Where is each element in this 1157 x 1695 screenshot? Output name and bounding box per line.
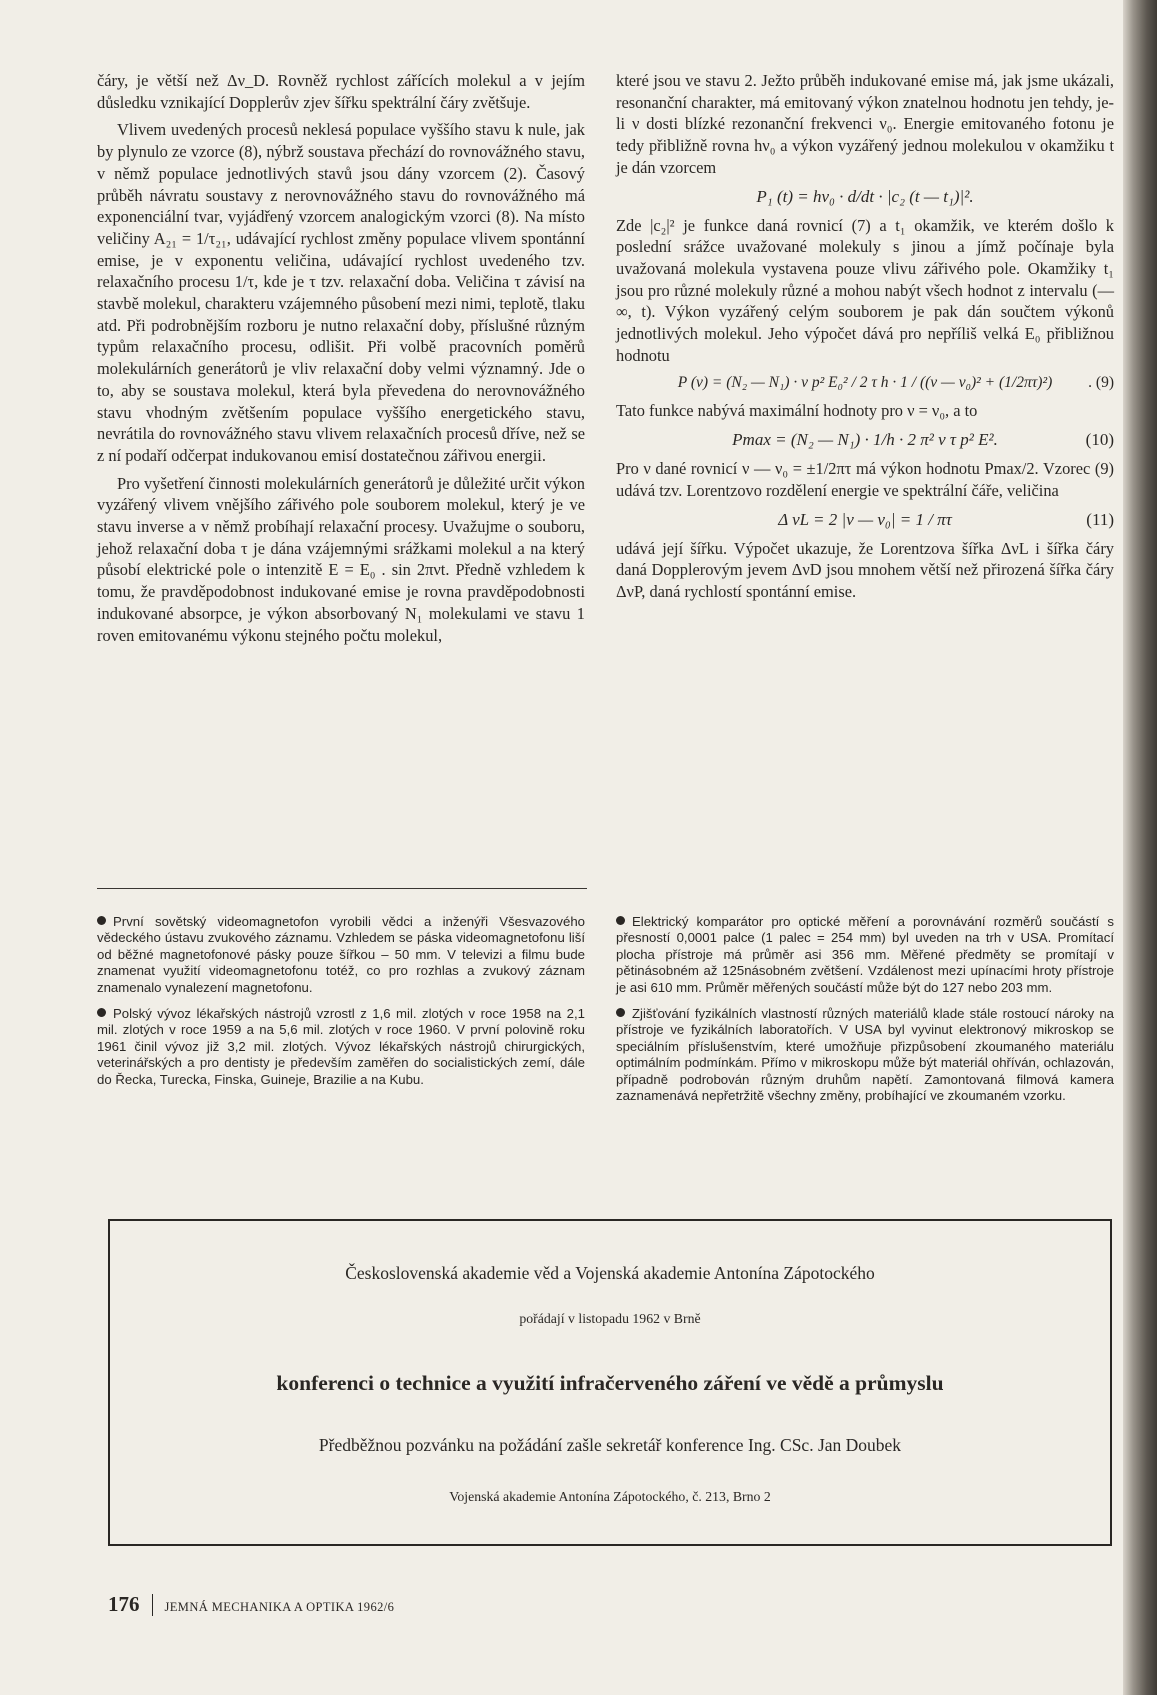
announcement-organizers: Československá akademie věd a Vojenská akademie Antonína Zápotockého [345,1263,875,1283]
announcement-title: konferenci o technice a využití infračerveného záření ve vědě a průmyslu [276,1371,944,1395]
note-text: První sovětský videomagnetofon vyrobili vědci a inženýři Všesvazového vědeckého ústavu zvukového záznamu. Vzhledem se páska videomagnetofonu liší od běžné magnetofonové pásky pouze šířkou – 50 mm. V televizi a filmu bude znamenat využití videomagnetofonu totéž, co pro rozhlas a zvukový záznam znamenalo vynalezení magnetofonu. [97,914,585,995]
paragraph: Tato funkce nabývá maximální hodnoty pro ν = ν₀, a to [616,401,978,421]
conference-announcement-box [108,1219,1112,1546]
paragraph: udává její šířku. Výpočet ukazuje, že Lorentzova šířka ΔνL i šířka čáry daná Dopplerovým jevem ΔνD jsou mnohem větší než přirozená šířka čáry ΔνP, daná rychlostí spontánní emise. [616,538,1114,601]
paragraph: Pro ν dané rovnicí ν — ν₀ = ±1/2πτ má výkon hodnotu Pmax/2. Vzorec (9) udává tzv. Lorentzovo rozdělení energie ve spektrální čáře, veličina [616,459,1114,500]
news-notes-left [97,914,585,1098]
equation-10 [616,430,1114,450]
equation-number: (11) [1086,509,1114,529]
bullet-icon [97,1008,106,1017]
notes-divider [97,888,587,889]
note-text: Elektrický komparátor pro optické měření a porovnávání rozměrů součástí s přesností 0,0001 palce (1 palec = 254 mm) byl uveden na trh v USA. Promítací plocha přístroje má průměr asi 356 mm. Měřené předměty se promítají v pětinásobném až 125násobném zvětšení. Vzdálenost mezi upínacími hroty přístroje je asi 610 mm. Průměr měřených součástí může být do 127 nebo 203 mm. [616,914,1114,995]
equation-number: (10) [1085,430,1114,450]
paragraph: čáry, je větší než Δν_D. Rovněž rychlost zářících molekul a v jejím důsledku vznikající Dopplerův zjev šířku spektrální čáry zvětšuje. [97,71,585,112]
announcement-date: pořádají v listopadu 1962 v Brně [519,1311,701,1326]
publication-title: JEMNÁ MECHANIKA A OPTIKA 1962/6 [164,1600,395,1614]
right-text-column [616,70,1114,603]
announcement-invitation: Předběžnou pozvánku na požádání zašle sekretář konference Ing. CSc. Jan Doubek [318,1435,902,1455]
news-note [97,1006,585,1088]
equation-number: . (9) [1088,374,1114,392]
equation-9 [616,374,1114,392]
news-note [97,914,585,996]
equation-11 [616,510,1114,530]
page-binding-edge [1123,0,1157,1695]
bullet-icon [616,916,625,925]
paragraph: Pro vyšetření činnosti molekulárních generátorů je důležité určit výkon vyzářený vlivem vnějšího zářivého pole souborem molekul, který je ve stavu inverse a v němž probíhají relaxační procesy. Uvažujme o souboru, jehož relaxační doba τ je dána vzájemnými srážkami molekul a na který působí elektrické pole o intenzitě E = E₀ . sin 2πνt. Předně vzhledem k tomu, že pravděpodobnost indukované emise je rovna pravděpodobnosti indukované absorpce, je výkon absorbovaný N₁ molekulami ve stavu 1 roven emitovanému výkonu stejného počtu molekul, [97,473,585,645]
page-footer [108,1592,394,1617]
news-note [616,914,1114,996]
news-notes-right [616,914,1114,1114]
equation-text: Pmax = (N₂ — N₁) · 1/h · 2 π² ν τ p² E². [732,430,998,450]
bullet-icon [97,916,106,925]
page-number: 176 [108,1592,140,1616]
news-note [616,1006,1114,1104]
note-text: Polský vývoz lékařských nástrojů vzrostl z 1,6 mil. zlotých v roce 1958 na 2,1 mil. zlotých v roce 1959 a na 5,6 mil. zlotých v roce 1960. V první polovině roku 1961 činil vývoz již 3,2 mil. zlotých. Vývoz lékařských nástrojů chirurgických, veterinářských a pro dentisty je především zaměřen do socialistických zemí, dále do Řecka, Turecka, Finska, Guineje, Brazilie a na Kubu. [97,1006,585,1087]
equation-text: P₁ (t) = hν₀ · d/dt · |c₂ (t — t₁)|². [756,186,974,206]
paragraph: Zde |c₂|² je funkce daná rovnicí (7) a t₁ okamžik, ve kterém došlo k poslední srážce uvažované molekuly s jinou a jímž počínaje byla uvažovaná molekula vystavena pouze vlivu zářivého pole. Okamžiky t₁ jsou pro různé molekuly různé a mohou nabýt všech hodnot z intervalu (—∞, t). Výkon vyzářený celým souborem je pak dán součtem výkonů jednotlivých molekul. Jeho výpočet dává pro nepříliš velká E₀ přibližnou hodnotu [616,215,1114,365]
bullet-icon [616,1008,625,1017]
paragraph: které jsou ve stavu 2. Ježto průběh indukované emise má, jak jsme ukázali, resonanční charakter, má emitovaný výkon znatelnou hodnotu jen tehdy, je-li ν dosti blízké rezonanční frekvenci ν₀. Energie emitovaného fotonu je tedy přibližně rovna hν₀ a výkon vyzářený jednou molekulou v okamžiku t je dán vzorcem [616,71,1114,177]
left-text-column [97,70,585,646]
paragraph: Vlivem uvedených procesů neklesá populace vyššího stavu k nule, jak by plynulo ze vzorce (8), nýbrž soustava přechází do rovnovážného stavu, v němž populace jednotlivých stavů jsou dány vzorcem (2). Časový průběh návratu soustavy z nerovnovážného stavu do rovnovážného má exponenciální tvar, vyjádřený vzorcem analogickým vzorci (8). Na místo veličiny A₂₁ = 1/τ₂₁, udávající rychlost změny populace vlivem spontánní emise, je v exponentu veličina, udávající rychlost uvedeného tzv. relaxačního procesu 1/τ, kde je τ tzv. relaxační doba. Veličina τ závisí na stavbě molekul, charakteru vzájemného působení mezi nimi, teplotě, tlaku atd. Při podrobnějším rozboru je nutno relaxační doby, příslušné různým typům relaxačního procesu, odlišit. Při volbě pracovních poměrů molekulárních generátorů je vliv relaxační doby velmi významný. Jde o to, aby se soustava molekul, která byla převedena do nerovnovážného stavu vhodným zvětšením populace vyššího energetického stavu, nevrátila do rovnovážného stavu vlivem relaxačních procesů dříve, než se z ní podaří odčerpat indukovanou emisí dostatečnou zářivou energii. [97,120,585,465]
note-text: Zjišťování fyzikálních vlastností různých materiálů klade stále rostoucí nároky na přístroje ve fyzikálních laboratořích. V USA byl vyvinut elektronový mikroskop se speciálním příslušenstvím, které umožňuje přizpůsobení zkoumaného materiálu optimálním podmínkám. Přímo v mikroskopu může být materiál ohříván, ochlazován, případně podrobován různým druhům napětí. Zamontovaná filmová kamera zaznamenává nepřetržitě všechny změny, probíhající ve zkoumaném vzorku. [616,1006,1114,1104]
announcement-address: Vojenská akademie Antonína Zápotockého, č. 213, Brno 2 [449,1489,771,1504]
footer-divider [152,1594,153,1616]
equation-text: P (ν) = (N₂ — N₁) · ν p² E₀² / 2 τ h · 1 / ((ν — ν₀)² + (1/2πτ)²) [677,374,1053,392]
equation-p1 [616,187,1114,207]
equation-text: Δ νL = 2 |ν — ν₀| = 1 / πτ [778,509,952,529]
